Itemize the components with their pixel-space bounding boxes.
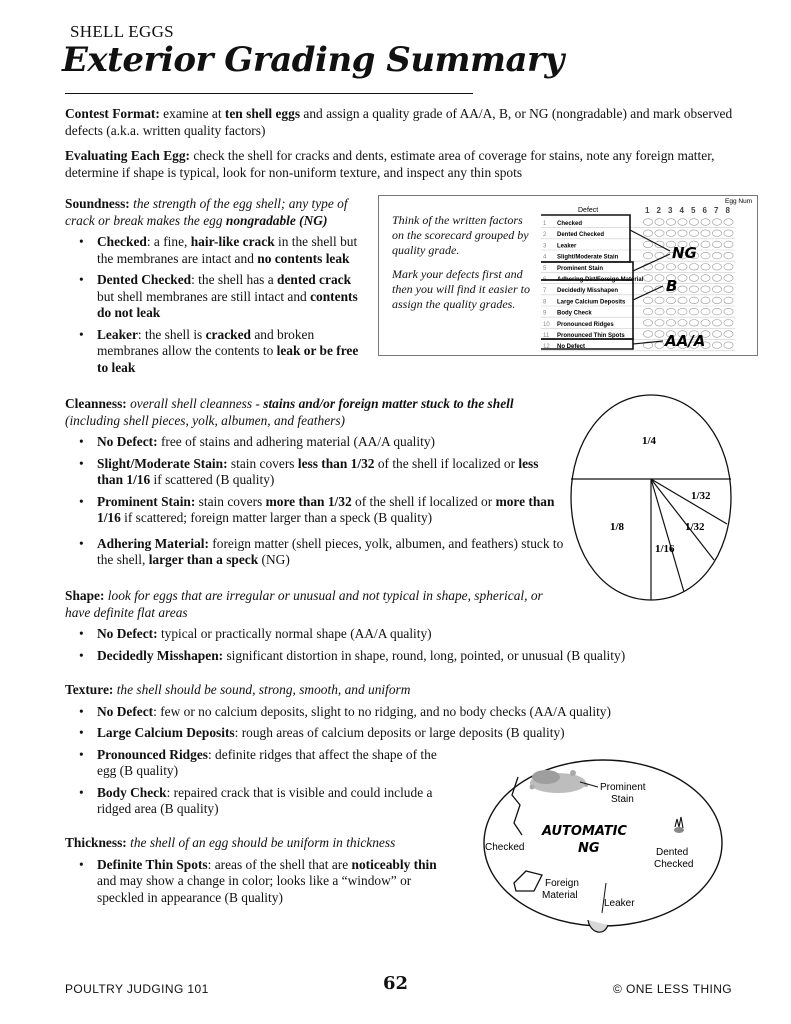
item-bold: leak or be free to leak <box>97 343 359 375</box>
row-number: 1 <box>543 221 547 227</box>
list-item <box>97 234 365 267</box>
texture-heading <box>65 682 745 699</box>
answer-bubble <box>655 320 664 327</box>
item-text: : definite ridges that affect the shape of the egg (B quality) <box>97 746 437 778</box>
row-number: 10 <box>543 321 550 328</box>
cleanness-desc: overall shell cleanness - <box>126 396 264 411</box>
item-text: (NG) <box>258 552 290 567</box>
egg-number: 2 <box>656 206 661 215</box>
item-text: typical or practically normal shape (AA/A quality) <box>157 626 432 641</box>
thickness-section <box>65 835 465 911</box>
egg-number: 8 <box>725 206 730 215</box>
egg-number: 6 <box>702 206 707 215</box>
answer-bubble <box>712 342 721 349</box>
contest-format-bold: ten shell eggs <box>224 106 301 121</box>
answer-bubble <box>724 342 733 349</box>
answer-bubble <box>655 331 664 338</box>
answer-bubble <box>701 297 710 304</box>
list-item <box>97 327 365 377</box>
shape-section <box>65 588 565 626</box>
answer-bubble <box>712 331 721 338</box>
list-item <box>97 857 457 907</box>
aa-bracket <box>541 339 633 349</box>
evaluating-label: Evaluating Each Egg: <box>65 148 191 163</box>
row-label: Dented Checked <box>557 232 605 239</box>
page-number: 62 <box>383 973 409 994</box>
egg-number-labels <box>645 206 731 215</box>
answer-bubble <box>666 264 675 271</box>
answer-bubble <box>643 219 652 226</box>
answer-bubble <box>666 297 675 304</box>
answer-bubble <box>678 286 687 293</box>
item-bold: noticeably thin <box>351 856 437 872</box>
answer-bubble <box>655 264 664 271</box>
egg-number: 7 <box>714 206 719 215</box>
kicker: SHELL EGGS <box>70 22 174 41</box>
automatic-ng-egg-diagram <box>478 755 728 940</box>
thickness-heading <box>65 835 465 852</box>
item-term: Body Check <box>97 784 167 800</box>
item-text: free of stains and adhering material (AA/A quality) <box>157 434 435 449</box>
row-number: 12 <box>543 344 550 351</box>
item-text: of the shell if localized or <box>351 493 496 509</box>
item-term: Definite Thin Spots <box>97 856 208 872</box>
list-item <box>97 494 567 527</box>
answer-bubble <box>666 219 675 226</box>
item-term: Dented Checked <box>97 272 192 287</box>
shape-heading <box>65 588 565 621</box>
item-text: if scattered; foreign matter larger than a speck (B quality) <box>120 510 433 525</box>
answer-bubble <box>689 320 698 327</box>
item-bold: more than 1/32 <box>265 493 352 509</box>
list-item <box>97 704 745 721</box>
answer-bubble <box>689 286 698 293</box>
answer-bubble <box>655 230 664 237</box>
answer-bubble <box>678 219 687 226</box>
answer-bubble <box>643 241 652 248</box>
answer-bubble <box>701 219 710 226</box>
thickness-desc: the shell of an egg should be uniform in thickness <box>126 835 396 850</box>
answer-bubble <box>655 342 664 349</box>
answer-bubble <box>701 252 710 259</box>
answer-bubble <box>666 320 675 327</box>
item-text: : the shell has a <box>191 272 278 287</box>
answer-bubble <box>643 320 652 327</box>
thickness-label: Thickness: <box>65 835 127 850</box>
answer-bubble <box>689 297 698 304</box>
item-text: : a fine, <box>146 234 191 249</box>
soundness-list <box>65 234 365 376</box>
answer-bubble <box>724 286 733 293</box>
cleanness-list <box>65 434 567 569</box>
item-text: in the shell but the membranes are intact and <box>97 234 358 266</box>
answer-bubble <box>724 264 733 271</box>
answer-bubble <box>643 252 652 259</box>
row-label: No Defect <box>557 344 586 351</box>
item-term: Large Calcium Deposits <box>97 725 235 740</box>
list-item <box>97 648 745 665</box>
answer-bubble <box>678 320 687 327</box>
grade-aa-label: AA/A <box>665 332 706 350</box>
egg-number: 4 <box>679 206 684 215</box>
shape-list-wrap <box>65 626 745 669</box>
evaluating-text: check the shell for cracks and dents, estimate area of coverage for stains, note any foreign matter, determine if shape is typical, look for non-uniform texture, and inspect any thin spots <box>65 148 715 180</box>
footer-left: POULTRY JUDGING 101 <box>65 982 209 996</box>
shape-label: Shape: <box>65 588 105 603</box>
row-label: Slight/Moderate Stain <box>557 254 619 261</box>
answer-bubble <box>724 275 733 282</box>
answer-bubble <box>724 241 733 248</box>
item-text: significant distortion in shape, round, long, pointed, or unusual (B quality) <box>223 647 626 663</box>
item-bold: more than 1/16 <box>97 493 555 525</box>
item-bold: dented crack <box>277 272 352 287</box>
answer-bubble <box>724 308 733 315</box>
item-term: No Defect: <box>97 626 158 641</box>
row-number: 2 <box>543 232 547 239</box>
checked-label: Checked <box>485 842 525 853</box>
stain-fraction-egg-diagram <box>568 392 734 604</box>
item-term: Leaker <box>97 326 138 342</box>
page-title: Exterior Grading Summary <box>62 40 564 80</box>
item-text: stain covers <box>195 493 266 509</box>
answer-bubble <box>689 219 698 226</box>
answer-bubble <box>712 308 721 315</box>
row-label: Body Check <box>557 310 592 317</box>
answer-bubble <box>712 275 721 282</box>
row-number: 6 <box>543 277 547 283</box>
scorecard-note-text <box>392 213 530 312</box>
item-text: : repaired crack that is visible and could include a ridged area (B quality) <box>97 784 433 816</box>
answer-bubble <box>666 308 675 315</box>
answer-bubble <box>701 241 710 248</box>
cleanness-desc-bold: stains and/or foreign matter stuck to the shell <box>263 396 514 411</box>
egg-number: 5 <box>691 206 696 215</box>
row-number: 8 <box>543 299 547 306</box>
answer-bubble <box>689 230 698 237</box>
texture-desc: the shell should be sound, strong, smooth, and uniform <box>113 682 411 697</box>
item-term: Prominent Stain: <box>97 493 196 509</box>
answer-bubble <box>712 241 721 248</box>
item-text: foreign matter (shell pieces, yolk, albumen, and feathers) stuck to the shell, <box>97 535 564 567</box>
answer-bubble <box>701 320 710 327</box>
answer-bubble <box>712 230 721 237</box>
fraction-label: 1/32 <box>685 521 705 533</box>
row-number: 3 <box>543 243 547 250</box>
shape-list <box>65 626 745 664</box>
answer-bubble <box>666 230 675 237</box>
item-term: Checked <box>97 234 147 249</box>
row-number: 11 <box>543 333 550 339</box>
answer-bubble <box>701 286 710 293</box>
list-item <box>97 272 365 322</box>
cleanness-heading <box>65 396 565 429</box>
item-bold: contents do not leak <box>97 288 358 320</box>
leaker-label: Leaker <box>604 898 635 909</box>
answer-bubble <box>678 297 687 304</box>
item-text: of the shell if localized or <box>374 455 519 471</box>
answer-bubble <box>643 297 652 304</box>
fraction-label: 1/16 <box>655 543 675 555</box>
answer-bubble <box>724 331 733 338</box>
answer-bubble <box>712 219 721 226</box>
answer-bubble <box>643 331 652 338</box>
item-text: and broken membranes allow the contents to <box>97 326 315 358</box>
fraction-label: 1/32 <box>691 490 711 502</box>
grade-ng-label: NG <box>672 244 697 262</box>
item-text: : areas of the shell that are <box>207 856 352 872</box>
item-bold: hair-like crack <box>190 234 275 249</box>
answer-bubble <box>689 264 698 271</box>
item-bold: cracked <box>205 326 251 342</box>
shape-desc: look for eggs that are irregular or unusual and not typical in shape, spherical, or have definite flat areas <box>65 588 543 620</box>
texture-label: Texture: <box>65 682 114 697</box>
answer-bubble <box>678 275 687 282</box>
item-term: Adhering Material: <box>97 535 209 551</box>
row-label: Adhering Dirt/Foreign Material <box>557 277 644 283</box>
dented-checked-label: Checked <box>654 859 694 870</box>
material-label: Material <box>542 890 578 901</box>
row-number: 5 <box>543 265 547 272</box>
answer-bubble <box>724 219 733 226</box>
row-label: Pronounced Ridges <box>557 321 614 328</box>
scorecard-snippet <box>535 196 755 353</box>
soundness-desc-bold: nongradable (NG) <box>225 212 328 228</box>
row-label: Leaker <box>557 243 577 250</box>
answer-bubble <box>678 308 687 315</box>
contest-format-text-2: and assign a quality grade of AA/A, B, or NG (nongradable) and mark observed defects (a.k.a. written quality factors) <box>65 106 733 138</box>
row-number: 7 <box>543 288 547 295</box>
automatic-label: AUTOMATIC <box>542 824 627 839</box>
stain-label: Stain <box>611 794 634 805</box>
row-number: 9 <box>543 310 547 317</box>
answer-bubble <box>643 308 652 315</box>
answer-bubble <box>724 320 733 327</box>
answer-bubble <box>643 275 652 282</box>
prominent-label: Prominent <box>600 782 646 793</box>
fraction-label: 1/8 <box>610 521 625 533</box>
fraction-label: 1/4 <box>642 435 657 447</box>
answer-bubble <box>712 297 721 304</box>
answer-bubble <box>712 252 721 259</box>
answer-bubble <box>712 264 721 271</box>
item-term: Slight/Moderate Stain: <box>97 455 228 471</box>
soundness-section <box>65 196 365 381</box>
cleanness-section <box>65 396 565 574</box>
item-bold: less than 1/16 <box>97 455 539 487</box>
answer-bubble <box>701 264 710 271</box>
item-term: No Defect: <box>97 434 158 449</box>
answer-bubble <box>724 230 733 237</box>
answer-bubble <box>678 264 687 271</box>
egg-number: 3 <box>668 206 673 215</box>
contest-format-text: examine at <box>159 106 225 121</box>
answer-bubble <box>655 297 664 304</box>
dented-label: Dented <box>656 847 689 858</box>
list-item <box>97 626 745 643</box>
list-item <box>97 725 745 742</box>
cleanness-label: Cleanness: <box>65 396 127 411</box>
answer-bubble <box>655 219 664 226</box>
egg-number-header: Egg Num <box>725 198 753 205</box>
thickness-list <box>65 857 457 907</box>
cleanness-desc-2: (including shell pieces, yolk, albumen, and feathers) <box>65 412 346 428</box>
answer-bubble <box>701 275 710 282</box>
answer-bubble <box>643 230 652 237</box>
item-bold: less than 1/32 <box>297 455 375 471</box>
evaluating-paragraph <box>65 148 733 181</box>
footer-right: © ONE LESS THING <box>613 982 733 996</box>
item-text: if scattered (B quality) <box>150 472 275 487</box>
title-underline <box>65 93 473 94</box>
row-label: Checked <box>557 221 583 227</box>
egg-number: 1 <box>645 206 650 215</box>
item-bold: larger than a speck <box>148 552 259 567</box>
answer-bubble <box>712 320 721 327</box>
list-item <box>97 536 567 569</box>
answer-bubble <box>689 275 698 282</box>
row-label: Prominent Stain <box>557 265 604 272</box>
item-text: : few or no calcium deposits, slight to no ridging, and no body checks (AA/A quality) <box>153 703 611 719</box>
scorecard-rows <box>541 219 735 351</box>
foreign-label: Foreign <box>545 878 579 889</box>
answer-bubble <box>655 275 664 282</box>
item-text: : rough areas of calcium deposits or large deposits (B quality) <box>234 725 565 740</box>
answer-bubble <box>701 308 710 315</box>
list-item <box>97 434 567 451</box>
note-line-2: Mark your defects first and then you will find it easier to assign the quality grades. <box>392 267 530 311</box>
row-number: 4 <box>543 254 547 261</box>
item-term: No Defect <box>97 703 154 719</box>
soundness-heading <box>65 196 365 229</box>
item-text: but shell membranes are still intact and <box>97 288 311 304</box>
answer-bubble <box>712 286 721 293</box>
contest-format-paragraph <box>65 106 733 139</box>
soundness-desc: the strength of the egg shell; any type of crack or break makes the egg <box>65 196 348 228</box>
item-text: stain covers <box>227 455 298 471</box>
list-item <box>97 747 457 780</box>
list-item <box>97 456 567 489</box>
answer-bubble <box>655 308 664 315</box>
answer-bubble <box>724 297 733 304</box>
row-label: Large Calcium Deposits <box>557 299 626 306</box>
list-item <box>97 785 457 818</box>
note-line-1: Think of the written factors on the scorecard grouped by quality grade. <box>392 213 529 257</box>
item-text: and may show a change in color; looks like a “window” or speckled in appearance (B quality) <box>97 873 412 905</box>
contest-format-label: Contest Format: <box>65 106 160 121</box>
answer-bubble <box>678 230 687 237</box>
item-term: Decidedly Misshapen: <box>97 647 224 663</box>
row-label: Pronounced Thin Spots <box>557 333 625 339</box>
item-term: Pronounced Ridges <box>97 746 208 762</box>
grade-b-label: B <box>666 277 678 295</box>
answer-bubble <box>701 230 710 237</box>
item-text: : the shell is <box>137 326 206 342</box>
answer-bubble <box>689 308 698 315</box>
ng-label: NG <box>578 841 600 856</box>
answer-bubble <box>724 252 733 259</box>
defect-column-header: Defect <box>578 207 599 214</box>
item-bold: no contents leak <box>257 250 350 266</box>
row-label: Decidedly Misshapen <box>557 288 619 295</box>
soundness-label: Soundness: <box>65 196 130 211</box>
